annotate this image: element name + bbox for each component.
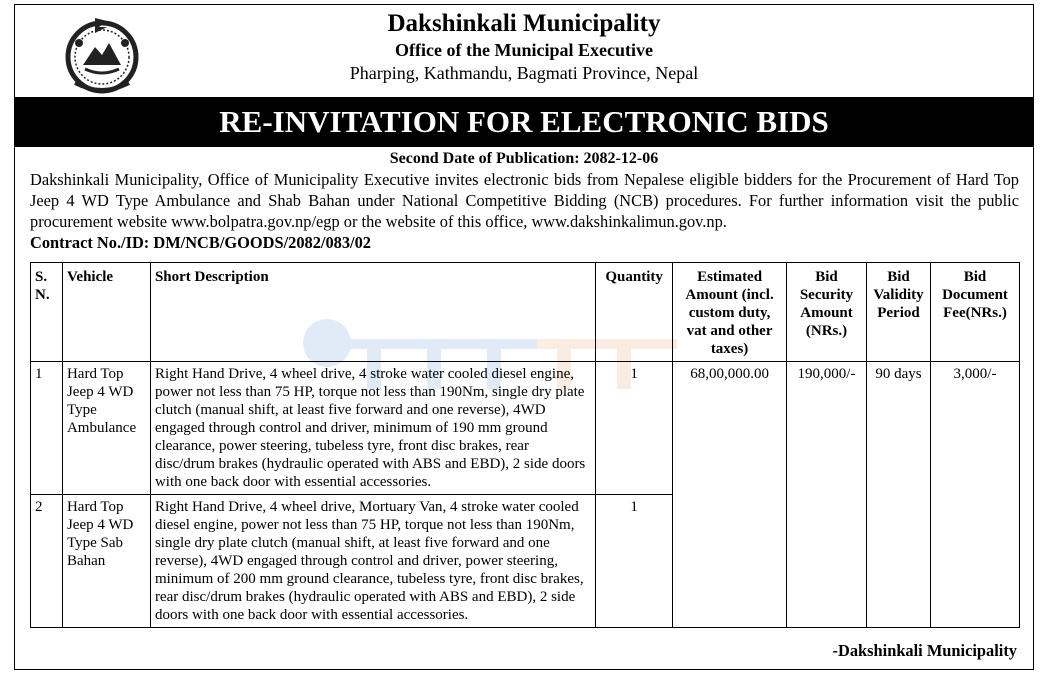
contract-id: Contract No./ID: DM/NCB/GOODS/2082/083/02 [30,233,372,252]
row-description: Right Hand Drive, 4 wheel drive, Mortuary Van, 4 stroke water cooled diesel engine, power not less than 75 HP, torque not less than 190Nm, single dry plate clutch (manual shift, at least five forward and one reverse), 4WD engaged through control and driver, power steering, minimum of 200 mm ground clearance, tubeless tyre, front disc brakes, rear disc/drum brakes (hydraulic operated with ABS and EBD), 2 side doors with one back door with essential accessories. [150,495,595,628]
col-header-document-fee: Bid Document Fee(NRs.) [930,263,1019,362]
row-sn: 1 [31,362,63,495]
col-header-sn: S. N. [31,263,63,362]
document-fee-cell: 3,000/- [930,362,1019,628]
row-quantity: 1 [596,495,673,628]
row-quantity: 1 [596,362,673,495]
table-row [31,362,1020,495]
bid-items-table [30,262,1020,628]
office-name: Office of the Municipal Executive [395,40,653,60]
header-text [15,9,1033,85]
signature-footer: -Dakshinkali Municipality [832,641,1017,660]
estimated-amount-cell: 68,00,000.00 [673,362,787,628]
col-header-vehicle: Vehicle [62,263,150,362]
row-description: Right Hand Drive, 4 wheel drive, 4 stroke water cooled diesel engine, power not less than 75 HP, torque not less than 190Nm, single dry plate clutch (manual shift, at least five forward and one reverse), 4WD engaged through control and driver, minimum of 190 mm ground clearance, power steering, tubeless tyre, front disc brakes, rear disc/drum brakes (hydraulic operated with ABS and EBD), 2 side doors with one back door with essential accessories. [150,362,595,495]
table-header-row [31,263,1020,362]
bid-security-cell: 190,000/- [787,362,867,628]
col-header-description: Short Description [150,263,595,362]
notice-title-banner: RE-INVITATION FOR ELECTRONIC BIDS [15,97,1033,147]
notice-header [15,5,1033,97]
col-header-bid-security: Bid Security Amount (NRs.) [787,263,867,362]
row-sn: 2 [31,495,63,628]
col-header-validity: Bid Validity Period [867,263,931,362]
organization-name: Dakshinkali Municipality [387,10,661,37]
office-address: Pharping, Kathmandu, Bagmati Province, Nepal [349,63,699,83]
intro-paragraph: Dakshinkali Municipality, Office of Municipality Executive invites electronic bids from Nepalese eligible bidders for the Procurement of Hard Top Jeep 4 WD Type Ambulance and Shab Bahan under National Competitive Bidding (NCB) procedures. For further information visit the public procurement website www.bolpatra.gov.np/egp or the website of this office, www.dakshinkalimun.gov.np. [30,170,1019,231]
col-header-estimated-amount: Estimated Amount (incl. custom duty, vat and other taxes) [673,263,787,362]
bid-notice-page [14,4,1034,670]
col-header-quantity: Quantity [596,263,673,362]
row-vehicle: Hard Top Jeep 4 WD Type Sab Bahan [62,495,150,628]
validity-period-cell: 90 days [867,362,931,628]
publication-date: Second Date of Publication: 2082-12-06 [389,150,659,167]
row-vehicle: Hard Top Jeep 4 WD Type Ambulance [62,362,150,495]
